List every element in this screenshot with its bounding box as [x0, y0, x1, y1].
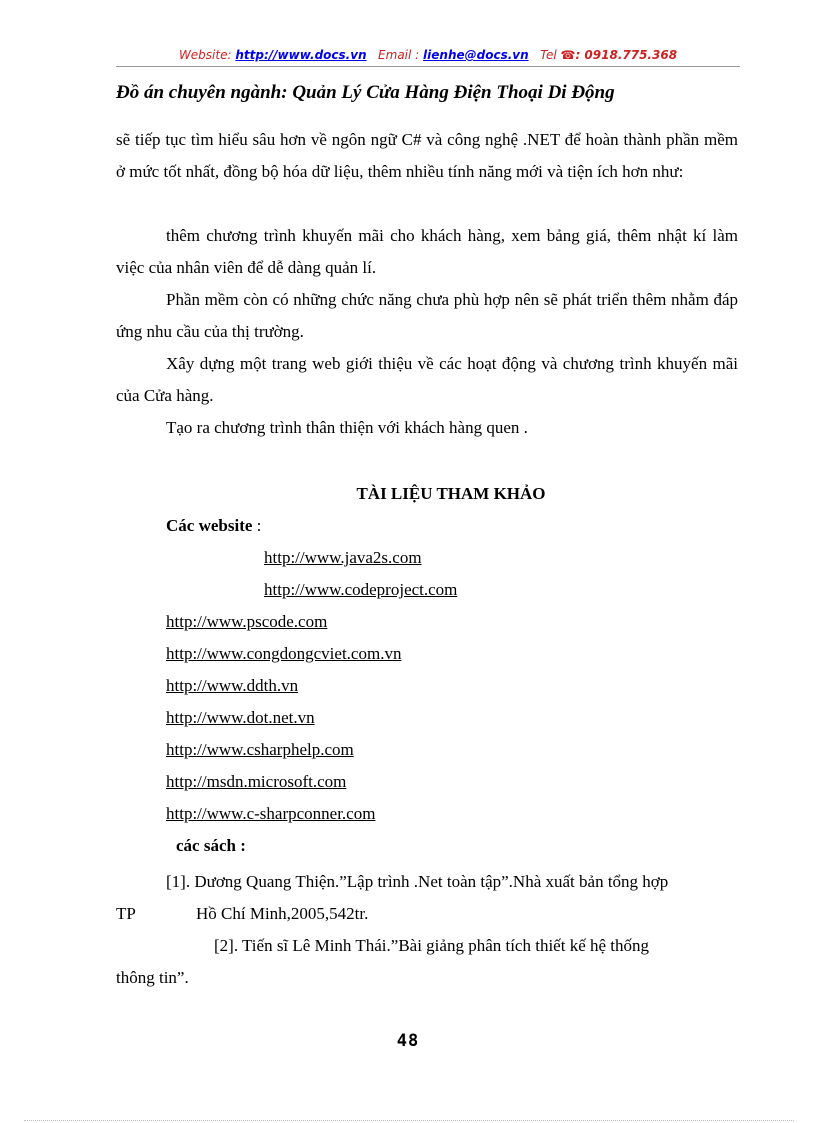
header-divider	[116, 66, 740, 67]
book-1-line-2: Hồ Chí Minh,2005,542tr.	[196, 904, 369, 923]
paragraph-2: thêm chương trình khuyến mãi cho khách hàng, xem bảng giá, thêm nhật kí làm việc của nhân viên để dễ dàng quản lí.	[116, 226, 738, 277]
reference-link[interactable]: http://www.ddth.vn	[166, 676, 299, 695]
reference-link[interactable]: http://www.dot.net.vn	[166, 708, 315, 727]
book-1-tp: TP	[116, 904, 136, 923]
page-number: 48	[396, 1031, 420, 1051]
tel-label: Tel	[540, 48, 557, 62]
website-label: Website:	[178, 48, 232, 62]
books-heading: các sách :	[176, 836, 246, 855]
book-2-line-1: [2]. Tiến sĩ Lê Minh Thái.”Bài giảng phân tích thiết kế hệ thống	[214, 936, 650, 955]
reference-link[interactable]: http://www.codeproject.com	[264, 580, 458, 599]
document-title: Đồ án chuyên ngành: Quản Lý Cửa Hàng Điện Thoại Di Động	[116, 82, 615, 103]
book-1-line-1: [1]. Dương Quang Thiện.”Lập trình .Net toàn tập”.Nhà xuất bản tổng hợp	[166, 872, 669, 891]
bottom-divider	[24, 1120, 794, 1121]
reference-link[interactable]: http://www.pscode.com	[166, 612, 328, 631]
reference-link[interactable]: http://www.congdongcviet.com.vn	[166, 644, 402, 663]
paragraph-1: sẽ tiếp tục tìm hiểu sâu hơn về ngôn ngữ C# và công nghệ .NET để hoàn thành phần mềm ở mức tốt nhất, đồng bộ hóa dữ liệu, thêm nhiều tính năng mới và tiện ích hơn như:	[116, 130, 738, 181]
reference-link[interactable]: http://www.csharphelp.com	[166, 740, 354, 759]
paragraph-3: Phần mềm còn có những chức năng chưa phù hợp nên sẽ phát triển thêm nhằm đáp ứng nhu cầu của thị trường.	[116, 290, 738, 341]
email-label: Email :	[378, 48, 420, 62]
reference-link[interactable]: http://msdn.microsoft.com	[166, 772, 347, 791]
website-link[interactable]: http://www.docs.vn	[235, 48, 367, 62]
references-title: TÀI LIỆU THAM KHẢO	[356, 484, 546, 503]
tel-number: : 0918.775.368	[575, 48, 678, 62]
paragraph-5: Tạo ra chương trình thân thiện với khách hàng quen .	[166, 418, 528, 437]
reference-link[interactable]: http://www.c-sharpconner.com	[166, 804, 376, 823]
book-2-line-2: thông tin”.	[116, 968, 189, 987]
websites-heading-colon: :	[252, 516, 262, 535]
websites-heading	[166, 516, 261, 536]
websites-heading-label: Các website	[166, 516, 253, 535]
reference-link[interactable]: http://www.java2s.com	[264, 548, 422, 567]
phone-icon: ☎	[560, 48, 576, 62]
email-link[interactable]: lienhe@docs.vn	[423, 48, 529, 62]
paragraph-4: Xây dựng một trang web giới thiệu về các hoạt động và chương trình khuyến mãi của Cửa hàng.	[116, 354, 738, 405]
page-header	[116, 48, 740, 62]
